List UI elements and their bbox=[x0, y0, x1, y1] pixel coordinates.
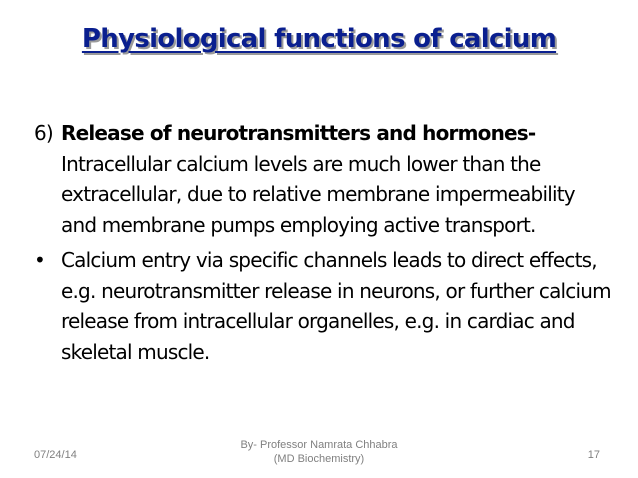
footer-credit bbox=[0, 438, 638, 466]
bullet-marker: • bbox=[34, 248, 45, 272]
bullet-text: Calcium entry via specific channels leads to direct effects, e.g. neurotransmitter release in neurons, or further calcium release from intracellular organelles, e.g. in cardiac and skeletal muscle. bbox=[61, 248, 611, 364]
bullet-item bbox=[34, 245, 614, 367]
slide-title: Physiological functions of calcium bbox=[81, 24, 557, 54]
footer-credit-line1: By- Professor Namrata Chhabra bbox=[240, 439, 398, 451]
footer-credit-line2: (MD Biochemistry) bbox=[273, 453, 365, 465]
page-number: 17 bbox=[587, 449, 600, 461]
slide-body bbox=[34, 118, 614, 367]
paragraph-number: 6) bbox=[34, 121, 53, 145]
footer-date: 07/24/14 bbox=[34, 449, 77, 461]
paragraph-lead: Release of neurotransmitters and hormones- bbox=[61, 121, 536, 145]
paragraph-text: Intracellular calcium levels are much lower than the extracellular, due to relative membrane impermeability and membrane pumps employing active transport. bbox=[61, 151, 575, 237]
numbered-paragraph bbox=[34, 118, 614, 240]
